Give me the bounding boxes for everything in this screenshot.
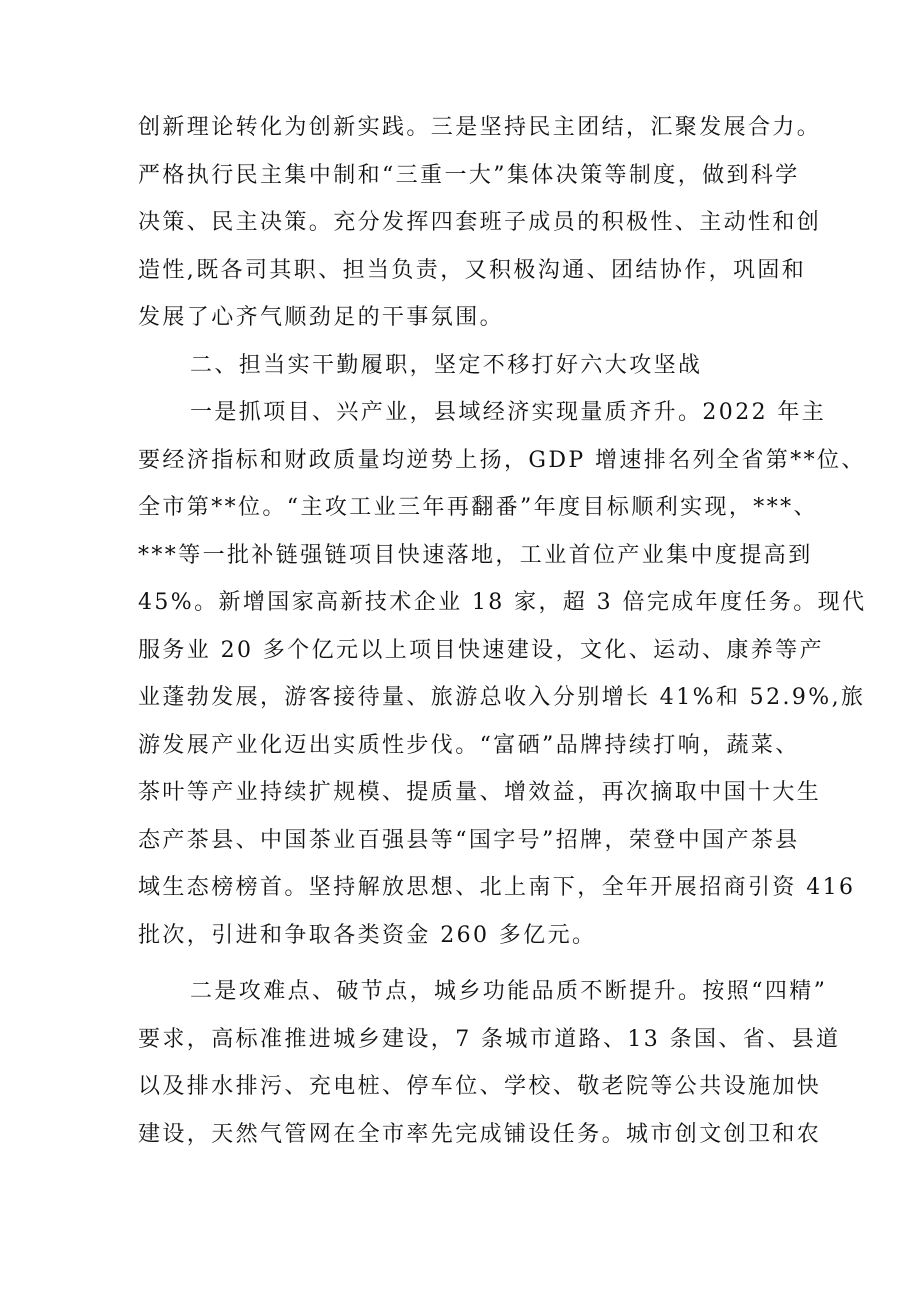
section-heading	[138, 342, 793, 390]
text-line: 建设，天然气管网在全市率先完成铺设任务。城市创文创卫和农	[138, 1121, 822, 1147]
text-line: 批次，引进和争取各类资金 260 多亿元。	[138, 922, 597, 948]
text-line: 态产茶县、中国茶业百强县等“国字号”招牌，荣登中国产茶县	[138, 827, 800, 853]
text-line: 45%。新增国家高新技术企业 18 家，超 3 倍完成年度任务。现代	[138, 590, 867, 615]
text-line: ***等一批补链强链项目快速落地，工业首位产业集中度提高到	[138, 542, 813, 568]
text-line: 以及排水排污、充电桩、停车位、学校、敬老院等公共设施加快	[138, 1074, 822, 1099]
text-line: 服务业 20 多个亿元以上项目快速建设，文化、运动、康养等产	[138, 637, 824, 663]
text-line: 要经济指标和财政质量均逆势上扬，GDP 增速排名列全省第**位、	[138, 447, 866, 473]
text-line: 决策、民主决策。充分发挥四套班子成员的积极性、主动性和创	[138, 210, 822, 235]
text-line: 域生态榜榜首。坚持解放思想、北上南下，全年开展招商引资 416	[138, 875, 856, 900]
paragraph-projects-industry	[138, 389, 867, 959]
paragraph-governance-continuation	[138, 104, 822, 342]
text-line: 发展了心齐气顺劲足的干事氛围。	[138, 305, 505, 330]
text-line: 创新理论转化为创新实践。三是坚持民主团结，汇聚发展合力。	[138, 115, 822, 140]
text-line: 一是抓项目、兴产业，县域经济实现量质齐升。2022 年主	[190, 400, 827, 425]
text-line: 要求，高标准推进城乡建设，7 条城市道路、13 条国、省、县道	[138, 1026, 841, 1052]
paragraph-urban-rural	[138, 968, 841, 1158]
section-heading-text: 二、担当实干勤履职，坚定不移打好六大攻坚战	[190, 352, 703, 378]
text-line: 严格执行民主集中制和“三重一大”集体决策等制度，做到科学	[138, 162, 800, 188]
text-line: 茶叶等产业持续扩规模、提质量、增效益，再次摘取中国十大生	[138, 780, 822, 805]
document-body	[138, 104, 867, 1158]
text-line: 全市第**位。“主攻工业三年再翻番”年度目标顺利实现，***、	[138, 495, 818, 520]
text-line: 二是攻难点、破节点，城乡功能品质不断提升。按照“四精”	[190, 979, 828, 1004]
text-line: 造性,既各司其职、担当负责，又积极沟通、团结协作，巩固和	[138, 257, 807, 283]
text-line: 业蓬勃发展，游客接待量、旅游总收入分别增长 41%和 52.9%,旅	[138, 685, 866, 710]
text-line: 游发展产业化迈出实质性步伐。“富硒”品牌持续打响，蔬菜、	[138, 732, 800, 758]
